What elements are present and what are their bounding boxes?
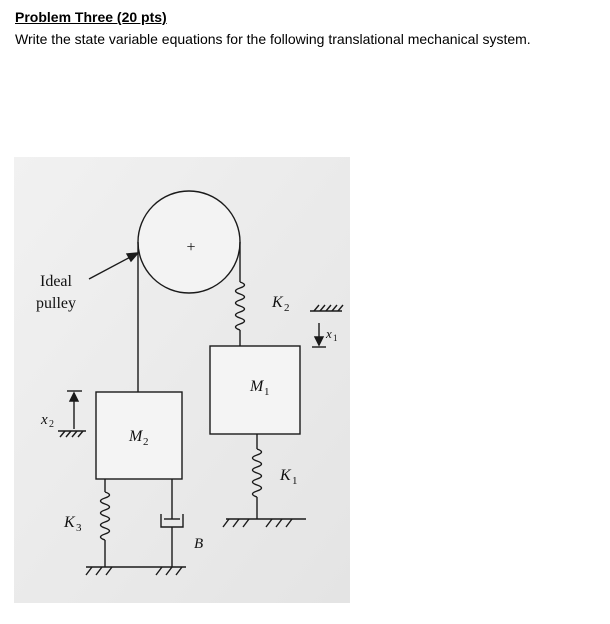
label-k1: K [280,467,291,484]
label-m2: M [129,428,143,445]
label-x1: x [326,326,332,341]
label-x2-sub: 2 [49,419,54,430]
label-ideal: Ideal [40,273,72,290]
label-pulley: pulley [36,295,76,312]
label-m1-sub: 1 [264,386,270,398]
label-m2-sub: 2 [143,436,149,448]
label-b: B [194,536,204,552]
label-x1-sub: 1 [333,333,338,343]
label-k3: K [64,514,75,531]
label-k3-sub: 3 [76,522,82,534]
label-k2: K [272,294,283,311]
pulley-center-mark: + [186,239,196,256]
problem-title: Problem Three (20 pts) [15,9,167,25]
label-x2: x [41,412,48,428]
label-k2-sub: 2 [284,302,290,314]
label-k1-sub: 1 [292,475,298,487]
problem-instruction: Write the state variable equations for the following translational mechanical system. [15,31,531,47]
mechanical-system-figure [14,157,350,603]
label-m1: M [250,378,264,395]
